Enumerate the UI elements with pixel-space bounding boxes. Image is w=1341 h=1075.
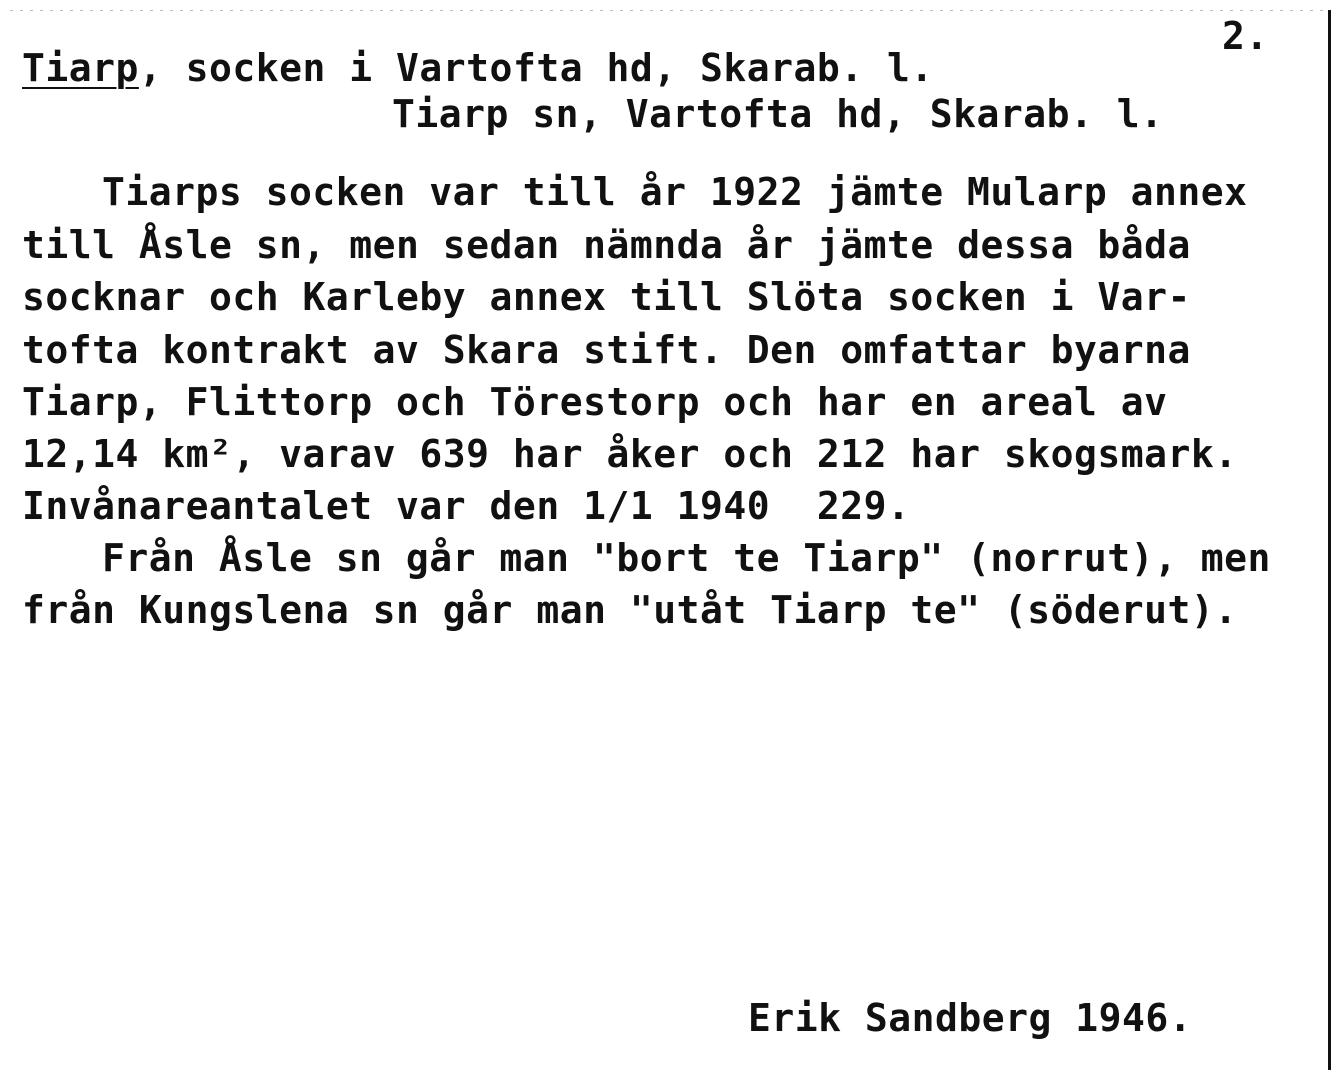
page-number: 2.	[1222, 14, 1269, 58]
subheading: Tiarp sn, Vartofta hd, Skarab. l.	[392, 92, 1164, 136]
body-line-5: Tiarp, Flittorp och Törestorp och har en areal av	[22, 380, 1168, 424]
body-line-6: 12,14 km², varav 639 har åker och 212 har skogsmark.	[22, 432, 1238, 476]
body-line-7: Invånareantalet var den 1/1 1940 229.	[22, 484, 911, 528]
body-line-2: till Åsle sn, men sedan nämnda år jämte dessa båda	[22, 223, 1191, 267]
heading-description: , socken i Vartofta hd, Skarab. l.	[138, 46, 934, 90]
body-line-3: socknar och Karleby annex till Slöta socken i Var-	[22, 275, 1191, 319]
heading-place-name: Tiarp	[22, 46, 139, 90]
card-right-edge	[1328, 10, 1331, 1070]
body-line-1: Tiarps socken var till år 1922 jämte Mularp annex	[102, 170, 1248, 214]
signature: Erik Sandberg 1946.	[748, 996, 1193, 1040]
body-line-9: från Kungslena sn går man "utåt Tiarp te" (söderut).	[22, 588, 1238, 632]
card-top-edge	[10, 10, 1330, 11]
body-line-4: tofta kontrakt av Skara stift. Den omfattar byarna	[22, 328, 1191, 372]
body-line-8: Från Åsle sn går man "bort te Tiarp" (norrut), men	[102, 536, 1271, 580]
heading	[22, 46, 934, 90]
